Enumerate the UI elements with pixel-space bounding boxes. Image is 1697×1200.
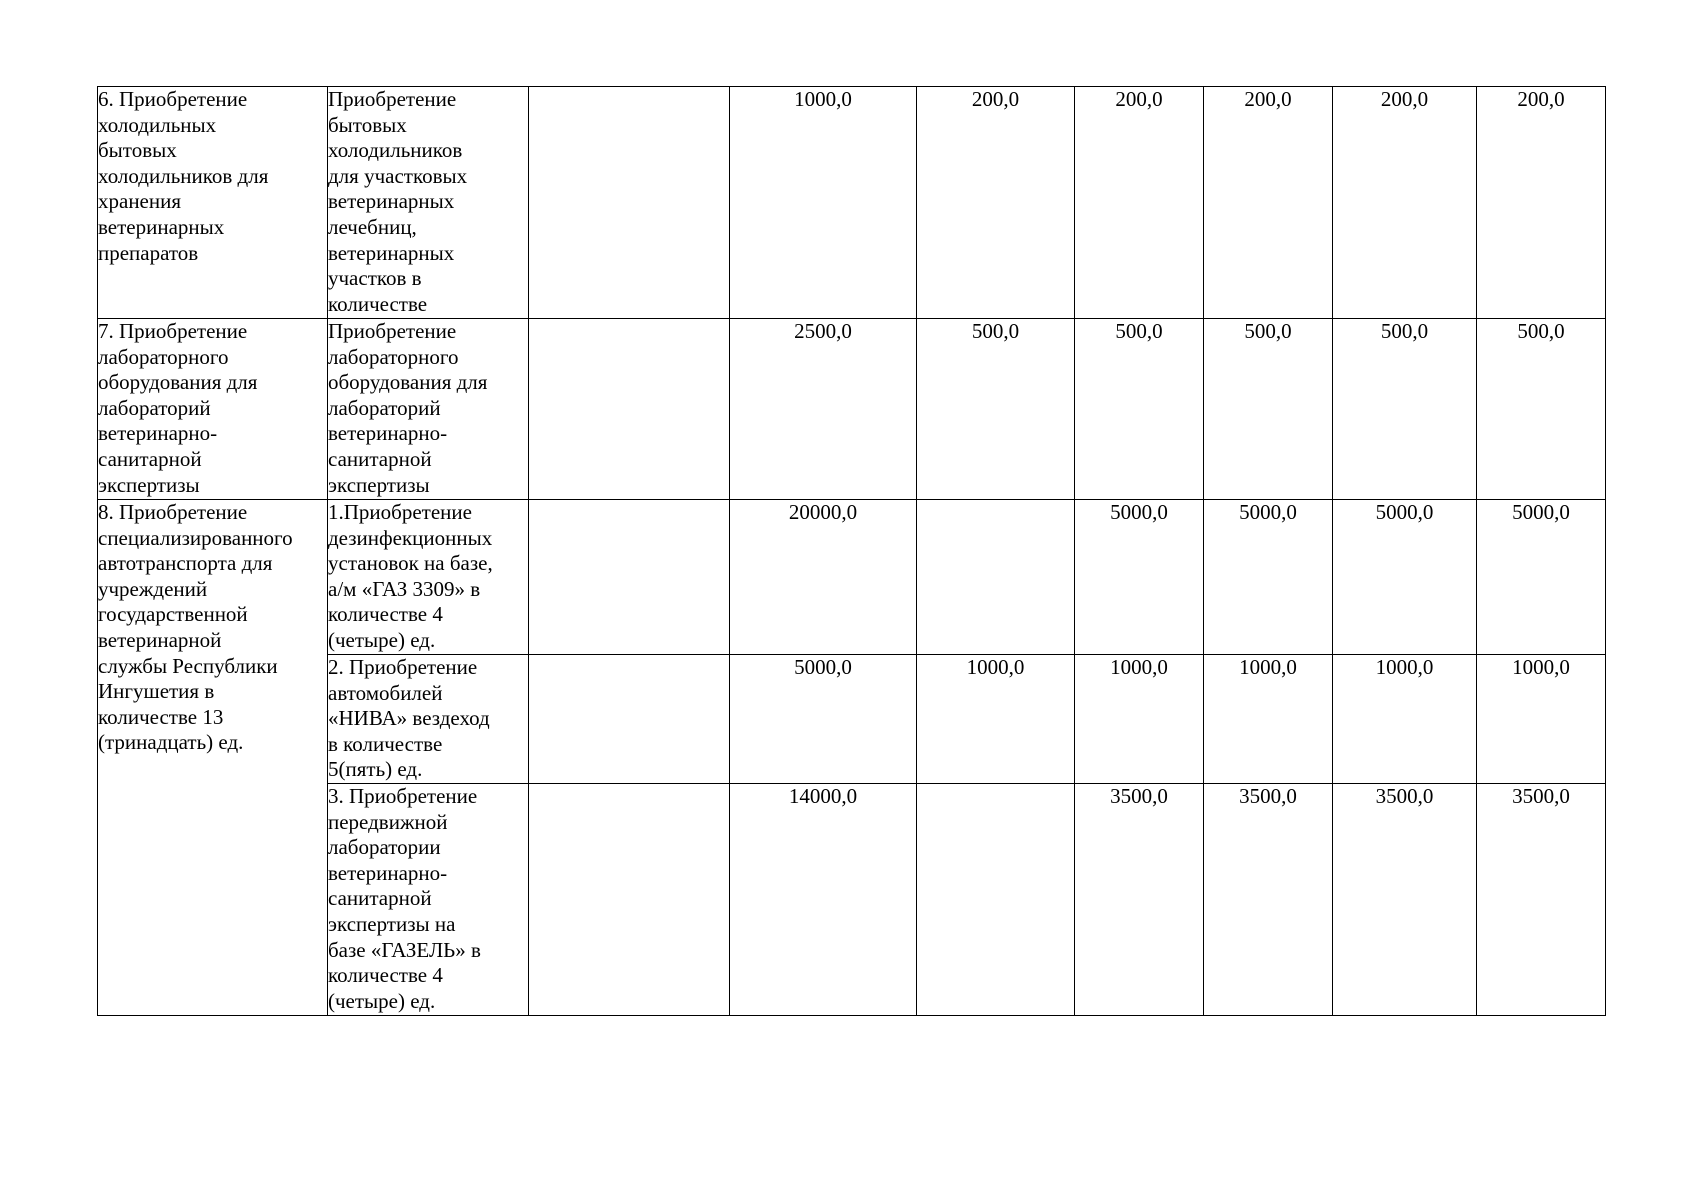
empty-cell [529,784,730,1016]
year-4-amount-cell: 3500,0 [1333,784,1477,1016]
total-amount-cell: 2500,0 [730,319,917,500]
empty-cell [529,500,730,655]
table-row [98,319,1606,500]
year-2-amount-cell: 200,0 [1075,87,1204,319]
year-4-amount-cell: 500,0 [1333,319,1477,500]
year-5-amount-cell: 3500,0 [1477,784,1606,1016]
empty-cell [529,319,730,500]
year-2-amount-cell: 500,0 [1075,319,1204,500]
measure-name-cell: 7. Приобретение лабораторного оборудования для лабораторий ветеринарно- санитарной экспертизы [98,319,328,500]
year-5-amount-cell: 500,0 [1477,319,1606,500]
table-row [98,500,1606,655]
year-1-amount-cell: 1000,0 [917,655,1075,784]
measure-description-cell: 2. Приобретение автомобилей «НИВА» вездеход в количестве 5(пять) ед. [328,655,529,784]
year-3-amount-cell: 5000,0 [1204,500,1333,655]
total-amount-cell: 14000,0 [730,784,917,1016]
year-1-amount-cell [917,784,1075,1016]
year-2-amount-cell: 1000,0 [1075,655,1204,784]
year-4-amount-cell: 5000,0 [1333,500,1477,655]
total-amount-cell: 20000,0 [730,500,917,655]
year-5-amount-cell: 5000,0 [1477,500,1606,655]
measure-description-cell: Приобретение лабораторного оборудования для лабораторий ветеринарно- санитарной экспертизы [328,319,529,500]
total-amount-cell: 5000,0 [730,655,917,784]
year-4-amount-cell: 200,0 [1333,87,1477,319]
year-2-amount-cell: 5000,0 [1075,500,1204,655]
measure-name-cell: 6. Приобретение холодильных бытовых холодильников для хранения ветеринарных препаратов [98,87,328,319]
measure-description-cell: 1.Приобретение дезинфекционных установок на базе, а/м «ГАЗ 3309» в количестве 4 (четыре) ед. [328,500,529,655]
year-1-amount-cell: 500,0 [917,319,1075,500]
year-3-amount-cell: 200,0 [1204,87,1333,319]
measure-description-cell: Приобретение бытовых холодильников для участковых ветеринарных лечебниц, ветеринарных участков в количестве [328,87,529,319]
year-4-amount-cell: 1000,0 [1333,655,1477,784]
year-2-amount-cell: 3500,0 [1075,784,1204,1016]
empty-cell [529,655,730,784]
empty-cell [529,87,730,319]
total-amount-cell: 1000,0 [730,87,917,319]
year-3-amount-cell: 3500,0 [1204,784,1333,1016]
measure-name-cell: 8. Приобретение специализированного автотранспорта для учреждений государственной ветеринарной службы Республики Ингушетия в количестве 13 (тринадцать) ед. [98,500,328,1016]
year-1-amount-cell [917,500,1075,655]
year-3-amount-cell: 1000,0 [1204,655,1333,784]
table-row [98,87,1606,319]
measure-description-cell: 3. Приобретение передвижной лаборатории ветеринарно- санитарной экспертизы на базе «ГАЗЕЛЬ» в количестве 4 (четыре) ед. [328,784,529,1016]
year-3-amount-cell: 500,0 [1204,319,1333,500]
year-5-amount-cell: 200,0 [1477,87,1606,319]
year-1-amount-cell: 200,0 [917,87,1075,319]
program-measures-table [97,86,1606,1016]
year-5-amount-cell: 1000,0 [1477,655,1606,784]
